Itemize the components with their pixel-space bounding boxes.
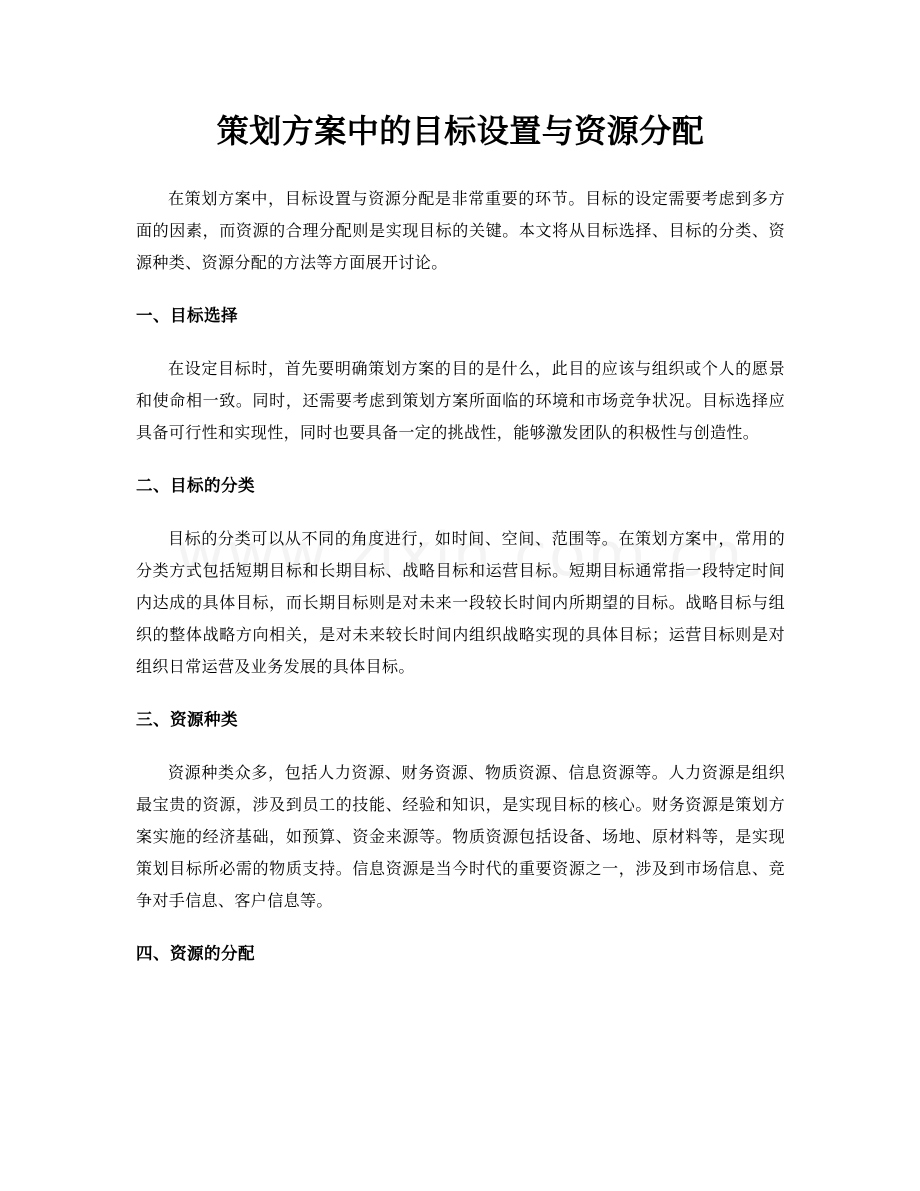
section-heading-resource-allocation: 四、资源的分配: [136, 944, 255, 963]
section-heading-goal-classification: 二、目标的分类: [136, 476, 255, 495]
section-heading-resource-types: 三、资源种类: [136, 710, 238, 729]
intro-paragraph: 在策划方案中，目标设置与资源分配是非常重要的环节。目标的设定需要考虑到多方面的因素，而资源的合理分配则是实现目标的关键。本文将从目标选择、目标的分类、资源种类、资源分配的方法等方面展开讨论。: [136, 189, 785, 272]
section-heading-goal-selection: 一、目标选择: [136, 306, 238, 325]
section-body-goal-classification: 目标的分类可以从不同的角度进行，如时间、空间、范围等。在策划方案中，常用的分类方式包括短期目标和长期目标、战略目标和运营目标。短期目标通常指一段特定时间内达成的具体目标，而长期目标则是对未来一段较长时间内所期望的目标。战略目标与组织的整体战略方向相关，是对未来较长时间内组织战略实现的具体目标；运营目标则是对组织日常运营及业务发展的具体目标。: [136, 529, 785, 676]
document-title: 策划方案中的目标设置与资源分配: [216, 112, 705, 150]
section-body-resource-types: 资源种类众多，包括人力资源、财务资源、物质资源、信息资源等。人力资源是组织最宝贵的资源，涉及到员工的技能、经验和知识，是实现目标的核心。财务资源是策划方案实施的经济基础，如预算、资金来源等。物质资源包括设备、场地、原材料等，是实现策划目标所必需的物质支持。信息资源是当今时代的重要资源之一，涉及到市场信息、竞争对手信息、客户信息等。: [136, 763, 785, 910]
section-body-goal-selection: 在设定目标时，首先要明确策划方案的目的是什么，此目的应该与组织或个人的愿景和使命相一致。同时，还需要考虑到策划方案所面临的环境和市场竞争状况。目标选择应具备可行性和实现性，同时也要具备一定的挑战性，能够激发团队的积极性与创造性。: [136, 359, 785, 442]
